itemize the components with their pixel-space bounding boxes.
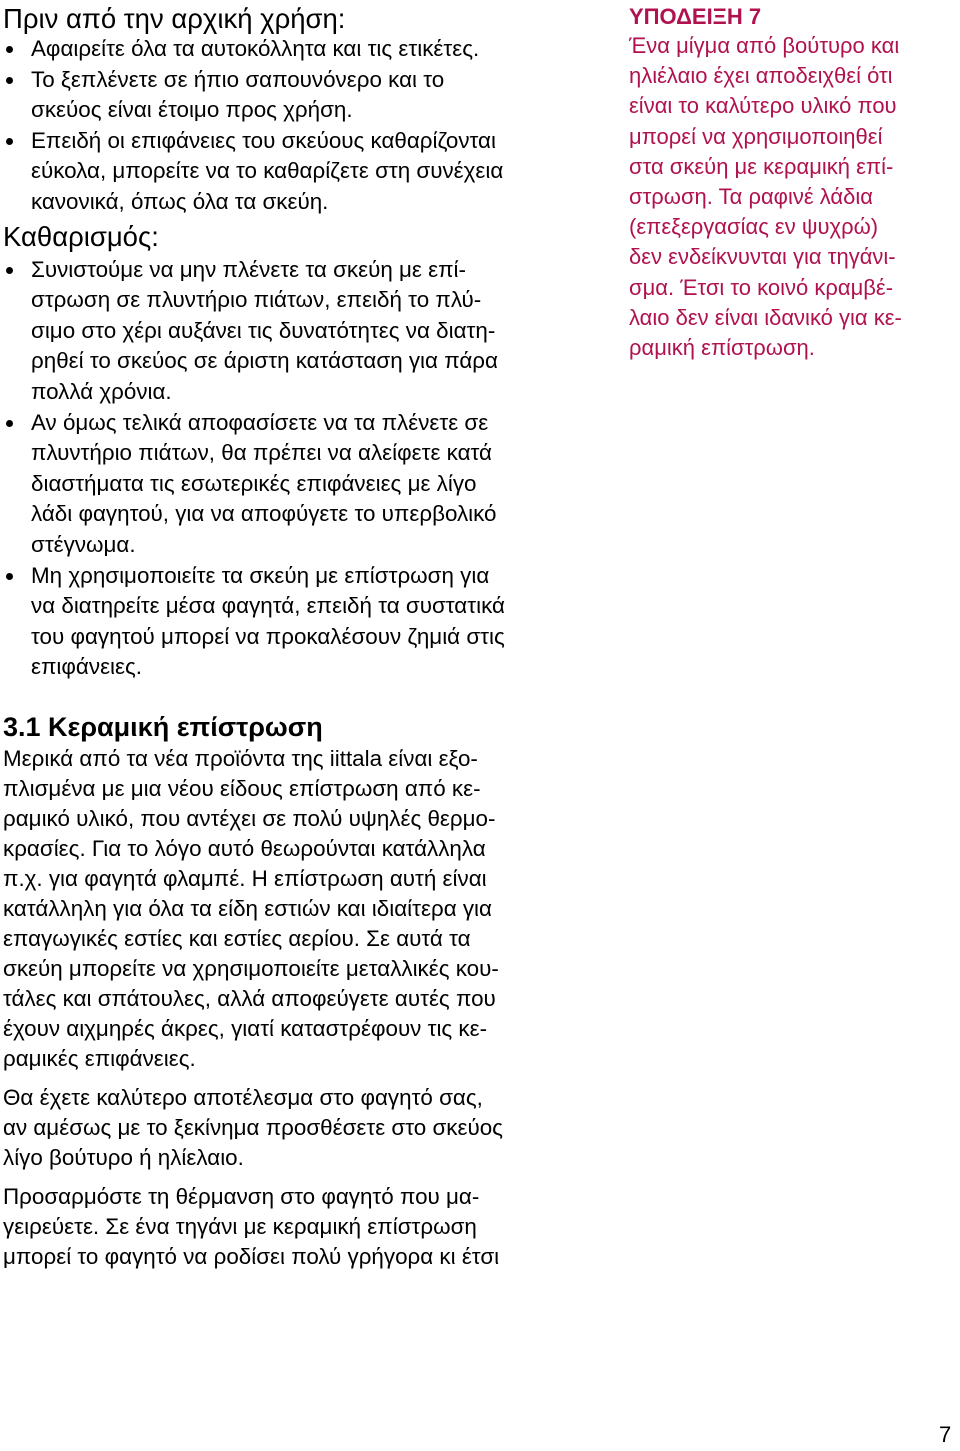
bullet-icon bbox=[6, 46, 13, 53]
bullet-icon bbox=[6, 573, 13, 580]
bullet-icon bbox=[6, 267, 13, 274]
list-item bbox=[3, 561, 593, 683]
list-item-text: Αν όμως τελικά αποφασίσετε να τα πλένετε σε πλυντήριο πιάτων, θα πρέπει να αλείφετε κατά διαστήματα τις εσωτερικές επιφάνειες με λίγο λάδι φαγητού, για να αποφύγετε το υπερβολικό στέγνωμα. bbox=[31, 409, 497, 557]
ceramic-coating-heading: 3.1 Κεραμική επίστρωση bbox=[3, 711, 323, 742]
ceramic-paragraph: Μερικά από τα νέα προϊόντα της iittala είναι εξο- πλισμένα με μια νέου είδους επίστρωση από κε- ραμικό υλικό, που αντέχει σε πολύ υψηλές θερμο- κρασίες. Για το λόγο αυτό θεωρούνται κατάλληλα π.χ. για φαγητά φλαμπέ. Η επίστρωση αυτή είναι κατάλληλη για όλα τα είδη εστιών και ιδιαίτερα για επαγωγικές εστίες και εστίες αερίου. Σε αυτά τα σκεύη μπορείτε να χρησιμοποιείτε μεταλλικές κου- τάλες και σπάτουλες, αλλά αποφεύγετε αυτές που έχουν αιχμηρές άκρες, γιατί καταστρέφουν τις κε- ραμικές επιφάνειες. bbox=[3, 745, 499, 1071]
list-item-text: Μη χρησιμοποιείτε τα σκεύη με επίστρωση για να διατηρείτε μέσα φαγητά, επειδή τα συστατικά του φαγητού μπορεί να προκαλέσουν ζημιά στις επιφάνειες. bbox=[31, 562, 505, 680]
page-number: 7 bbox=[939, 1422, 952, 1447]
list-item-text: Επειδή οι επιφάνειες του σκεύους καθαρίζονται εύκολα, μπορείτε να το καθαρίζετε στη συνέχεια κανονικά, όπως όλα τα σκεύη. bbox=[31, 127, 504, 214]
bullet-icon bbox=[6, 138, 13, 145]
list-item bbox=[3, 255, 593, 408]
bullet-icon bbox=[6, 420, 13, 427]
first-use-list bbox=[3, 34, 593, 218]
tip-box bbox=[629, 3, 960, 363]
bullet-icon bbox=[6, 77, 13, 84]
tip-title: ΥΠΟΔΕΙΞΗ 7 bbox=[629, 4, 762, 29]
list-item-text: Συνιστούμε να μην πλένετε τα σκεύη με επί- στρωση σε πλυντήριο πιάτων, επειδή το πλύ- σιμο στο χέρι αυξάνει τις δυνατότητες να διατη- ρηθεί το σκεύος σε άριστη κατάσταση για πάρα πολλά χρόνια. bbox=[31, 256, 498, 404]
main-column bbox=[3, 3, 593, 1272]
tip-text: Ένα μίγμα από βούτυρο και ηλιέλαιο έχει αποδειχθεί ότι είναι το καλύτερο υλικό που μπορεί να χρησιμοποιηθεί στα σκεύη με κεραμική επί- στρωση. Τα ραφινέ λάδια (επεξεργασίας εν ψυχρώ) δεν ενδείκνυνται για τηγάνι- σμα. Έτσι το κοινό κραμβέ- λαιο δεν είναι ιδανικό για κε- ραμική επίστρωση. bbox=[629, 33, 902, 361]
list-item bbox=[3, 65, 593, 126]
cleaning-list bbox=[3, 255, 593, 683]
list-item bbox=[3, 126, 593, 218]
list-item-text: Αφαιρείτε όλα τα αυτοκόλλητα και τις ετικέτες. bbox=[31, 36, 480, 61]
cleaning-heading: Καθαρισμός: bbox=[3, 220, 159, 252]
ceramic-paragraph: Προσαρμόστε τη θέρμανση στο φαγητό που μα- γειρεύετε. Σε ένα τηγάνι με κεραμική επίστρωση μπορεί το φαγητό να ροδίσει πολύ γρήγορα κι έτσι bbox=[3, 1183, 500, 1269]
list-item bbox=[3, 408, 593, 561]
list-item-text: Το ξεπλένετε σε ήπιο σαπουνόνερο και το σκεύος είναι έτοιμο προς χρήση. bbox=[31, 66, 445, 123]
list-item bbox=[3, 34, 593, 65]
ceramic-paragraph: Θα έχετε καλύτερο αποτέλεσμα στο φαγητό σας, αν αμέσως με το ξεκίνημα προσθέσετε στο σκεύος λίγο βούτυρο ή ηλίελαιο. bbox=[3, 1084, 503, 1170]
first-use-heading: Πριν από την αρχική χρήση: bbox=[3, 3, 346, 34]
